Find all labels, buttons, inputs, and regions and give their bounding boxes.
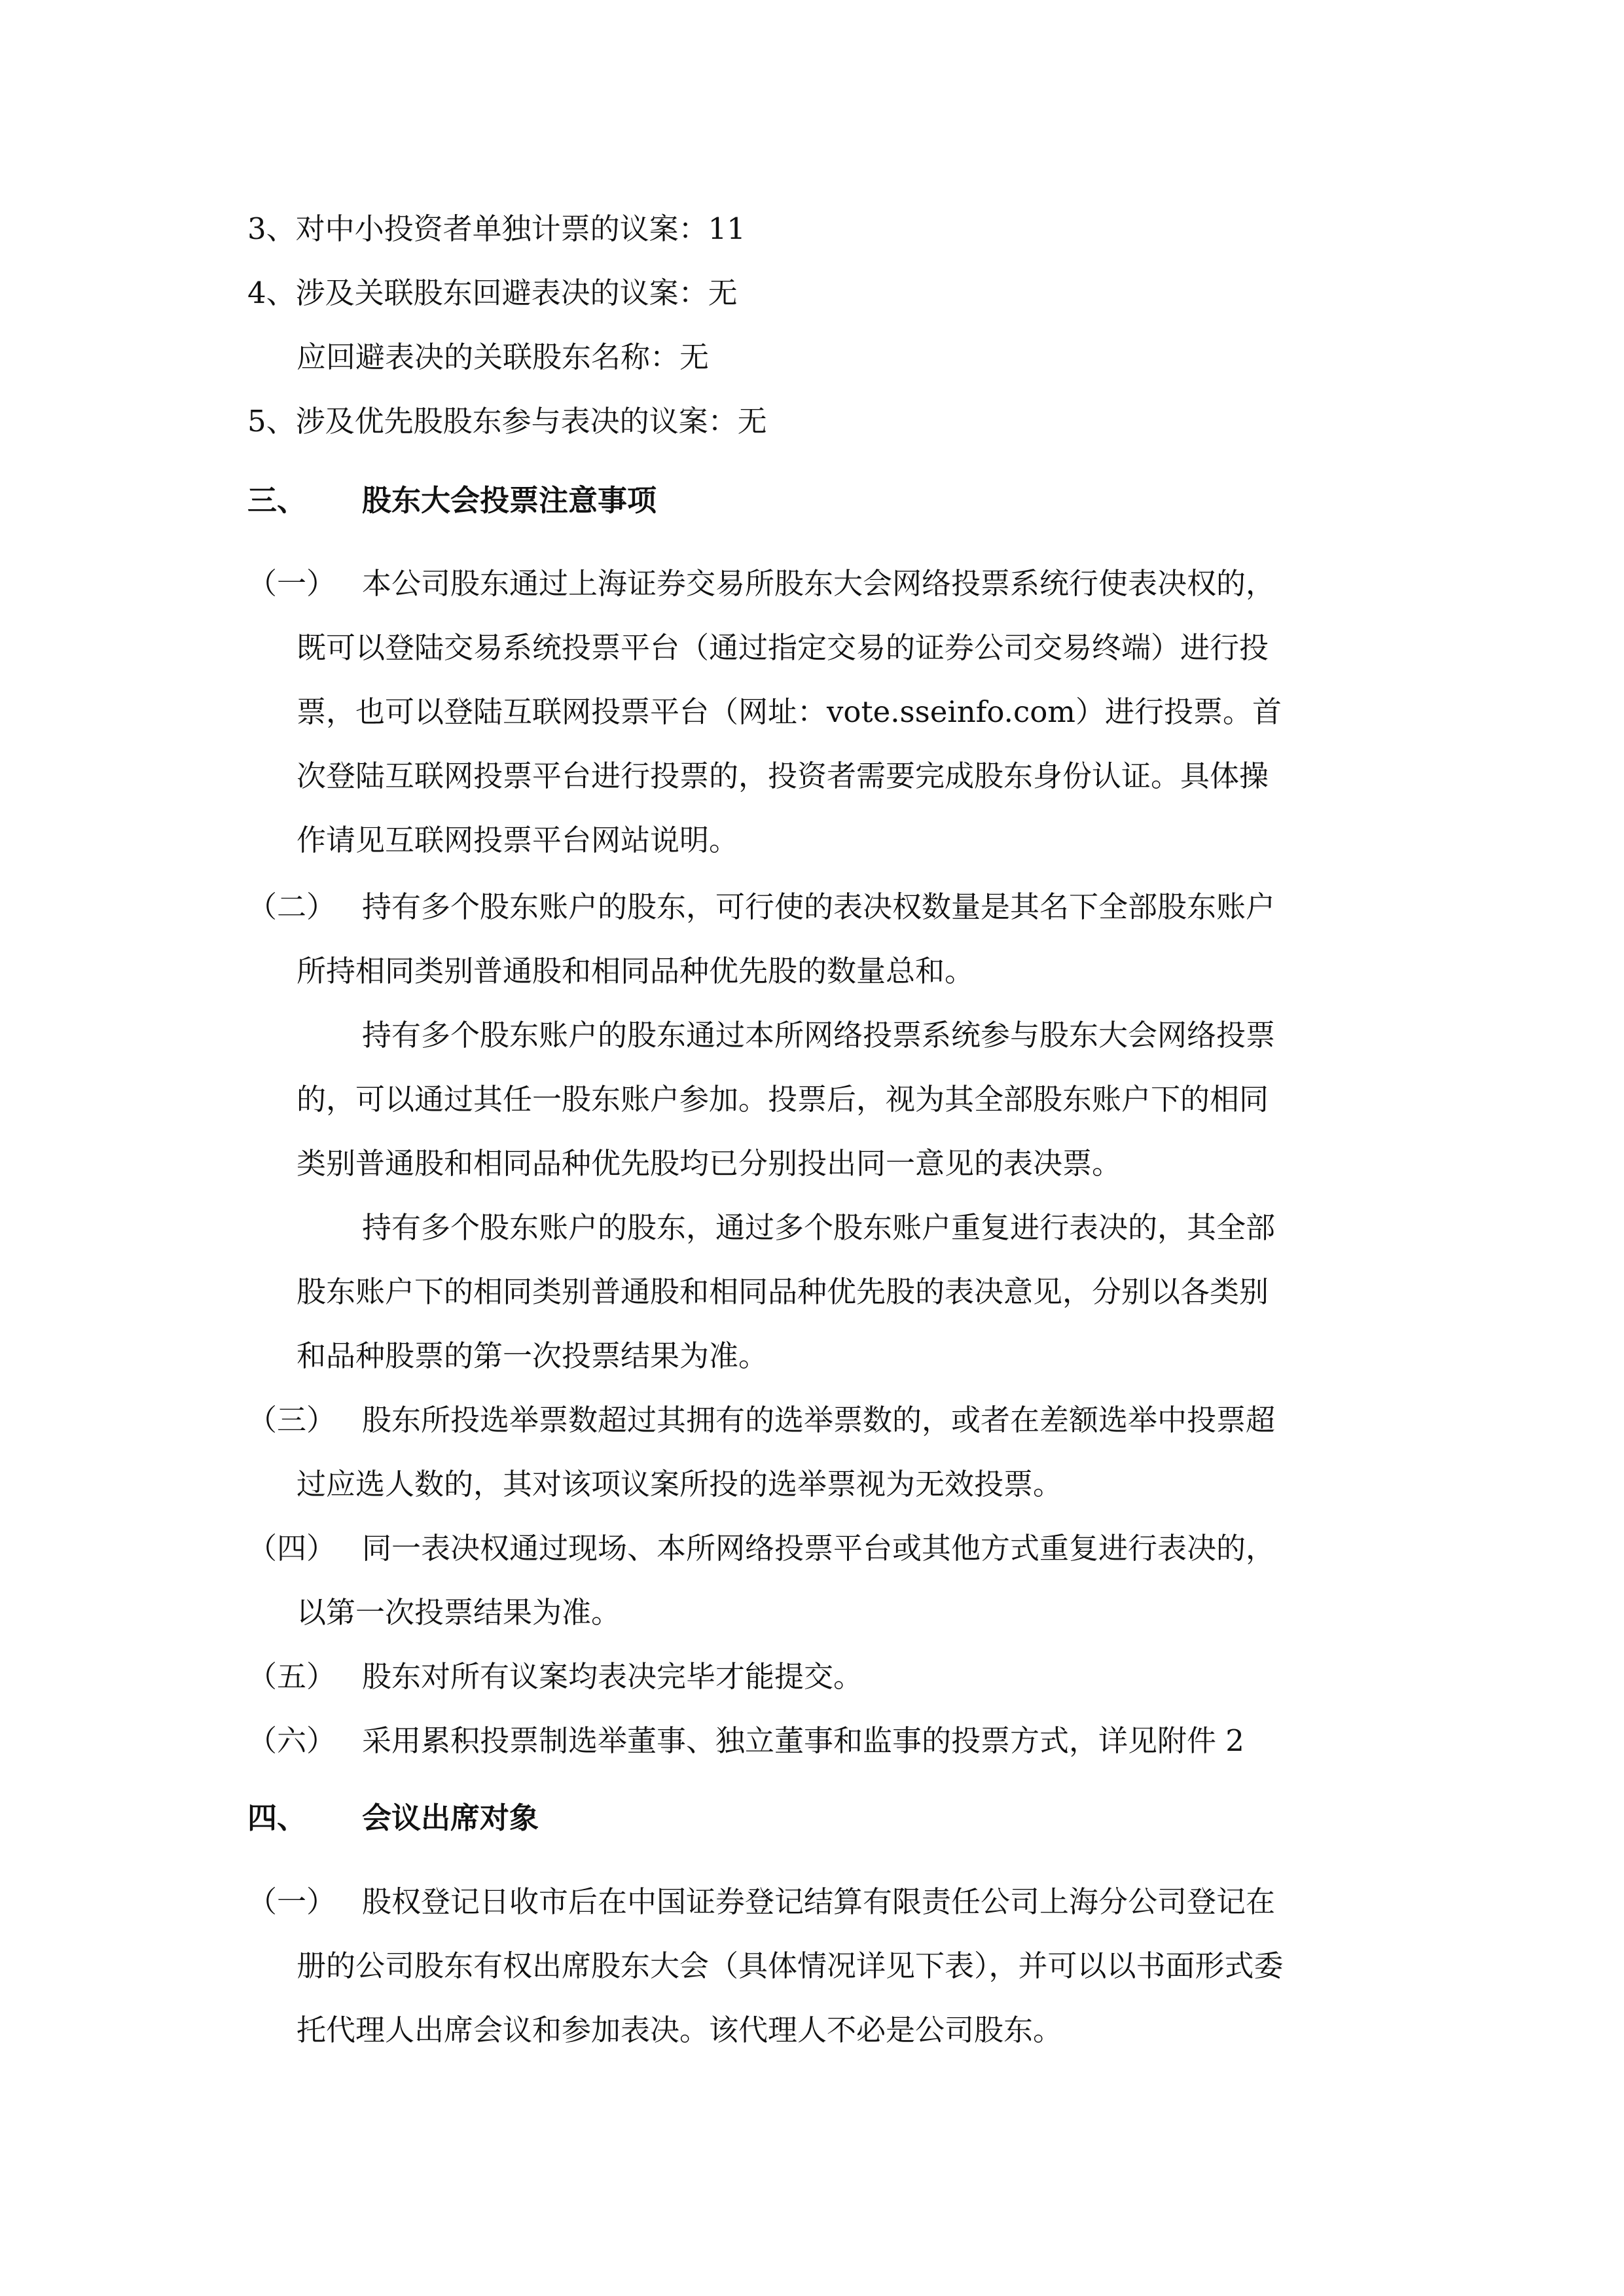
section-4-title: 会议出席对象 (362, 1801, 539, 1835)
item-3-5-line-1: 股东对所有议案均表决完毕才能提交。 (362, 1659, 863, 1694)
item-3-3-line-2: 过应选人数的，其对该项议案所投的选举票视为无效投票。 (297, 1467, 1063, 1501)
item-4-1-line-1: 股权登记日收市后在中国证券登记结算有限责任公司上海分公司登记在 (362, 1884, 1276, 1919)
section-3-title: 股东大会投票注意事项 (362, 483, 657, 518)
item-3-2-para-2-line-2: 的，可以通过其任一股东账户参加。投票后，视为其全部股东账户下的相同 (297, 1082, 1269, 1117)
item-3-1-number: （一） (247, 566, 336, 601)
item-3-2-para-2-line-3: 类别普通股和相同品种优先股均已分别投出同一意见的表决票。 (297, 1146, 1122, 1181)
item-3-6-line-1: 采用累积投票制选举董事、独立董事和监事的投票方式，详见附件 2 (362, 1723, 1244, 1758)
list-item-4: 4、涉及关联股东回避表决的议案：无 (247, 276, 738, 310)
item-3-6-number: （六） (247, 1723, 336, 1758)
section-3-number: 三、 (247, 483, 307, 518)
item-3-1-line-2: 既可以登陆交易系统投票平台（通过指定交易的证券公司交易终端）进行投 (297, 630, 1269, 665)
item-3-2-para-3-line-3: 和品种股票的第一次投票结果为准。 (297, 1338, 768, 1373)
item-3-2-para-3-line-1: 持有多个股东账户的股东，通过多个股东账户重复进行表决的，其全部 (362, 1210, 1276, 1245)
item-3-2-line-1: 持有多个股东账户的股东，可行使的表决权数量是其名下全部股东账户 (362, 889, 1276, 924)
item-4-1-number: （一） (247, 1884, 336, 1919)
list-item-5: 5、涉及优先股股东参与表决的议案：无 (247, 404, 767, 439)
item-3-3-number: （三） (247, 1403, 336, 1437)
section-4-number: 四、 (247, 1801, 307, 1835)
item-3-4-line-1: 同一表决权通过现场、本所网络投票平台或其他方式重复进行表决的， (362, 1531, 1276, 1566)
item-3-4-number: （四） (247, 1531, 336, 1566)
item-3-2-para-2-line-1: 持有多个股东账户的股东通过本所网络投票系统参与股东大会网络投票 (362, 1018, 1276, 1052)
item-3-3-line-1: 股东所投选举票数超过其拥有的选举票数的，或者在差额选举中投票超 (362, 1403, 1276, 1437)
item-3-2-line-2: 所持相同类别普通股和相同品种优先股的数量总和。 (297, 954, 975, 988)
item-4-1-line-3: 托代理人出席会议和参加表决。该代理人不必是公司股东。 (297, 2013, 1063, 2047)
item-3-2-para-3-line-2: 股东账户下的相同类别普通股和相同品种优先股的表决意见，分别以各类别 (297, 1274, 1269, 1309)
list-item-3: 3、对中小投资者单独计票的议案：11 (247, 211, 746, 246)
item-3-1-line-5: 作请见互联网投票平台网站说明。 (297, 823, 739, 857)
item-3-1-line-3: 票，也可以登陆互联网投票平台（网址：vote.sseinfo.com）进行投票。首 (297, 694, 1282, 729)
item-3-5-number: （五） (247, 1659, 336, 1694)
list-item-4-subnote: 应回避表决的关联股东名称：无 (297, 340, 710, 374)
item-3-4-line-2: 以第一次投票结果为准。 (297, 1595, 621, 1630)
item-3-2-number: （二） (247, 889, 336, 924)
item-3-1-line-1: 本公司股东通过上海证券交易所股东大会网络投票系统行使表决权的， (362, 566, 1276, 601)
item-4-1-line-2: 册的公司股东有权出席股东大会（具体情况详见下表），并可以以书面形式委 (297, 1948, 1284, 1983)
item-3-1-line-4: 次登陆互联网投票平台进行投票的，投资者需要完成股东身份认证。具体操 (297, 759, 1269, 793)
